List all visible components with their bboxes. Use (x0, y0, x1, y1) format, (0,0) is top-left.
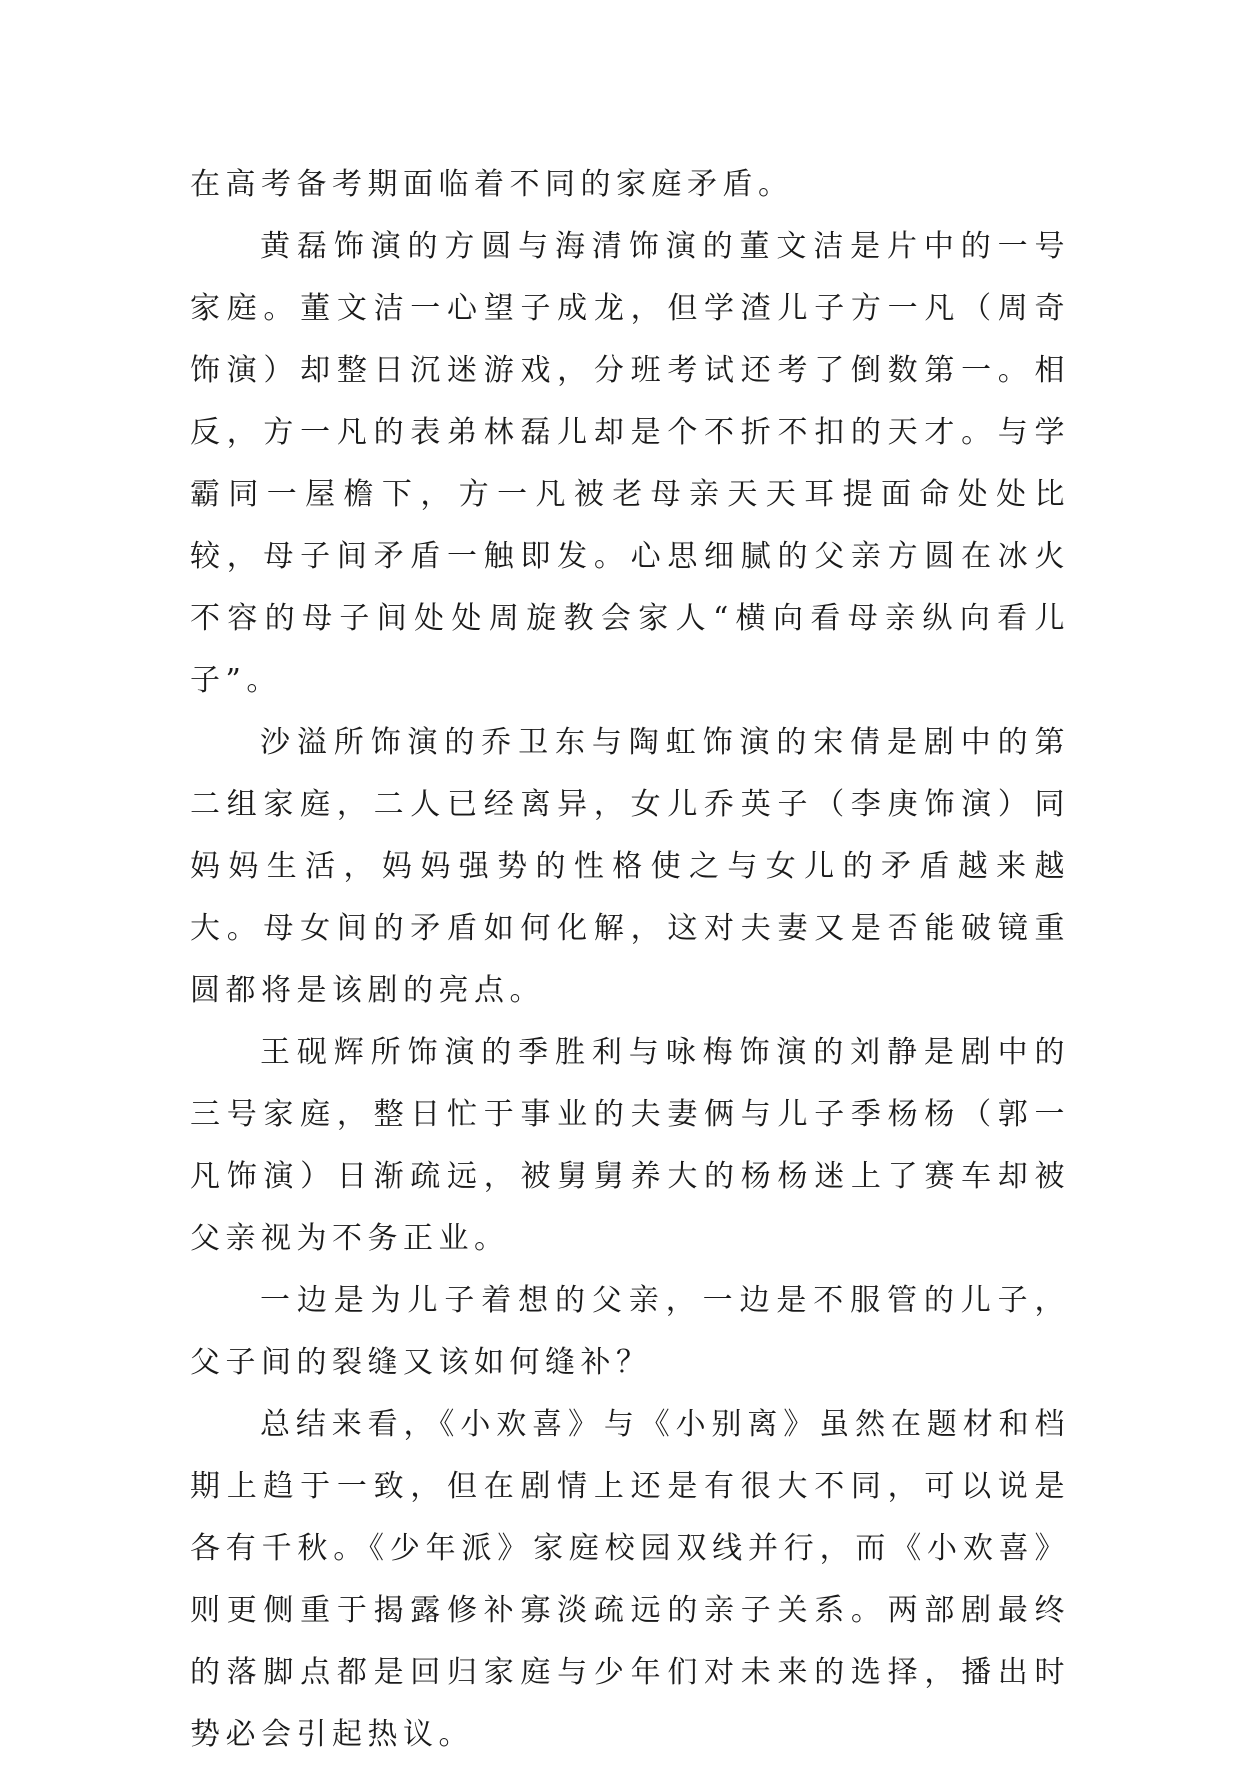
paragraph-5: 一边是为儿子着想的父亲，一边是不服管的儿子，父子间的裂缝又该如何缝补？ (190, 1283, 1070, 1380)
paragraph-4: 王砚辉所饰演的季胜利与咏梅饰演的刘静是剧中的三号家庭，整日忙于事业的夫妻俩与儿子季杨杨（郭一凡饰演）日渐疏远，被舅舅养大的杨杨迷上了赛车却被父亲视为不务正业。 (190, 1035, 1070, 1256)
paragraph-2: 黄磊饰演的方圆与海清饰演的董文洁是片中的一号家庭。董文洁一心望子成龙，但学渣儿子方一凡（周奇饰演）却整日沉迷游戏，分班考试还考了倒数第一。相反，方一凡的表弟林磊儿却是个不折不扣的天才。与学霸同一屋檐下，方一凡被老母亲天天耳提面命处处比较，母子间矛盾一触即发。心思细腻的父亲方圆在冰火不容的母子间处处周旋教会家人“横向看母亲纵向看儿子”。 (190, 229, 1070, 698)
paragraph-6: 总结来看，《小欢喜》与《小别离》虽然在题材和档期上趋于一致，但在剧情上还是有很大不同，可以说是各有千秋。《少年派》家庭校园双线并行，而《小欢喜》则更侧重于揭露修补寡淡疏远的亲子关系。两部剧最终的落脚点都是回归家庭与少年们对未来的选择，播出时势必会引起热议。 (190, 1407, 1070, 1752)
paragraph-1: 在高考备考期面临着不同的家庭矛盾。 (190, 167, 794, 202)
article-body (190, 154, 1070, 1766)
paragraph-3: 沙溢所饰演的乔卫东与陶虹饰演的宋倩是剧中的第二组家庭，二人已经离异，女儿乔英子（李庚饰演）同妈妈生活，妈妈强势的性格使之与女儿的矛盾越来越大。母女间的矛盾如何化解，这对夫妻又是否能破镜重圆都将是该剧的亮点。 (190, 725, 1070, 1008)
